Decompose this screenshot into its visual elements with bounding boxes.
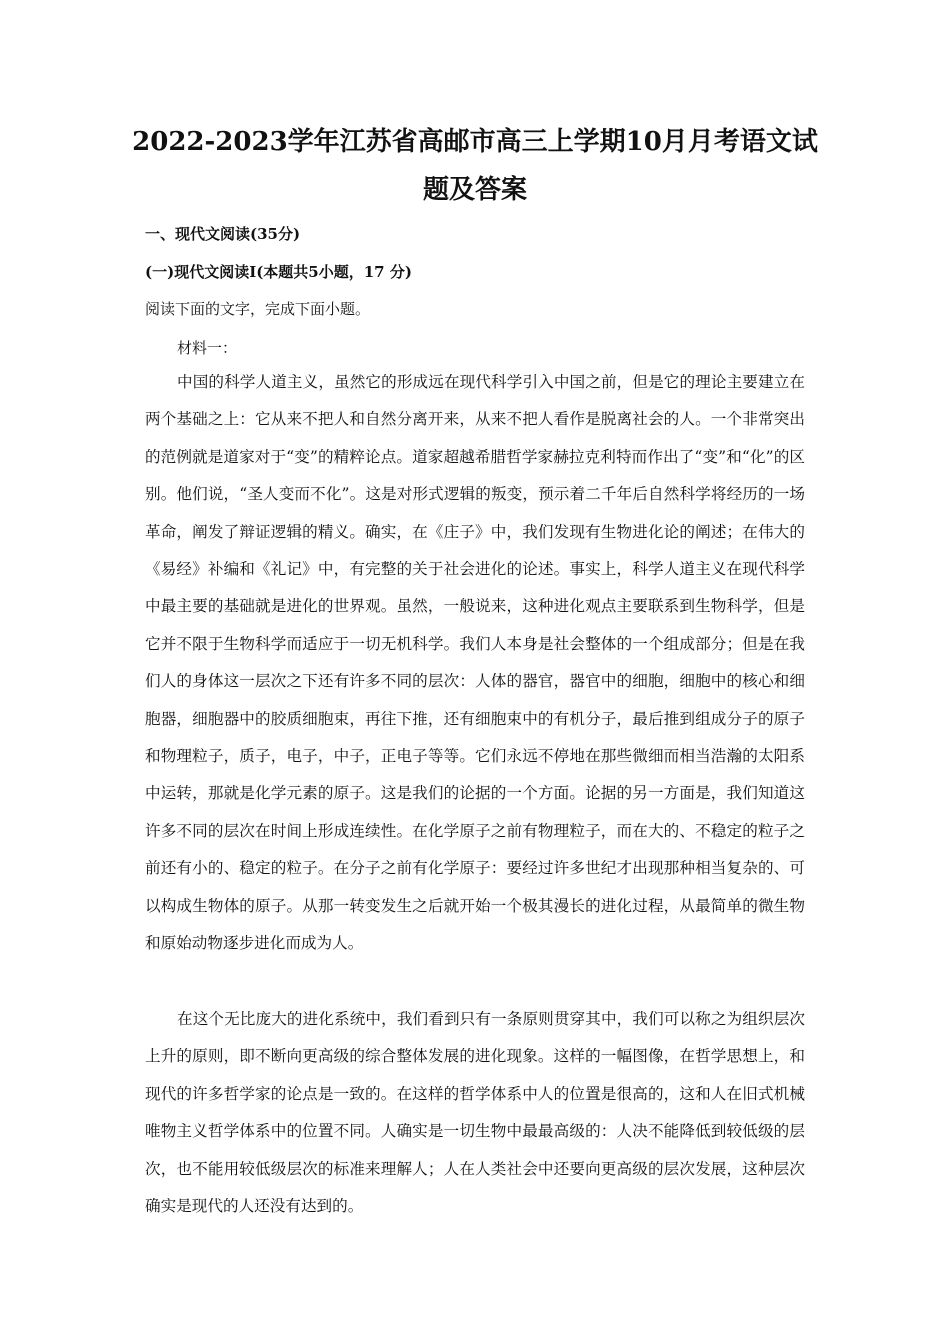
paragraph-1: 中国的科学人道主义，虽然它的形成远在现代科学引入中国之前，但是它的理论主要建立在两个基础之上：它从来不把人和自然分离开来，从来不把人看作是脱离社会的人。一个非常突出的范例就是道家对于“变”的精粹论点。道家超越希腊哲学家赫拉克利特而作出了“变”和“化”的区别。他们说，“圣人变而不化”。这是对形式逻辑的叛变，预示着二千年后自然科学将经历的一场革命，阐发了辩证逻辑的精义。确实，在《庄子》中，我们发现有生物进化论的阐述；在伟大的《易经》补编和《礼记》中，有完整的关于社会进化的论述。事实上，科学人道主义在现代科学中最主要的基础就是进化的世界观。虽然，一般说来，这种进化观点主要联系到生物科学，但是它并不限于生物科学而适应于一切无机科学。我们人本身是社会整体的一个组成部分；但是在我们人的身体这一层次之下还有许多不同的层次：人体的器官，器官中的细胞，细胞中的核心和细胞器，细胞器中的胶质细胞束，再往下推，还有细胞束中的有机分子，最后推到组成分子的原子和物理粒子，质子，电子，中子，正电子等等。它们永远不停地在那些微细而相当浩瀚的太阳系中运转，那就是化学元素的原子。这是我们的论据的一个方面。论据的另一方面是，我们知道这许多不同的层次在时间上形成连续性。在化学原子之前有物理粒子，而在大的、不稳定的粒子之前还有小的、稳定的粒子。在分子之前有化学原子：要经过许多世纪才出现那种相当复杂的、可以构成生物体的原子。从那一转变发生之后就开始一个极其漫长的进化过程，从最简单的微生物和原始动物逐步进化而成为人。 <box>145 373 805 953</box>
subsection-heading: (一)现代文阅读Ⅰ(本题共5小题，17 分) <box>145 263 412 281</box>
reading-instruction: 阅读下面的文字，完成下面小题。 <box>145 300 371 318</box>
document-title: 2022-2023学年江苏省高邮市高三上学期10月月考语文试题及答案 <box>132 127 818 205</box>
material-label: 材料一： <box>177 339 238 357</box>
paragraph-2: 在这个无比庞大的进化系统中，我们看到只有一条原则贯穿其中，我们可以称之为组织层次上升的原则，即不断向更高级的综合整体发展的进化现象。这样的一幅图像，在哲学思想上，和现代的许多哲学家的论点是一致的。在这样的哲学体系中人的位置是很高的，这和人在旧式机械唯物主义哲学体系中的位置不同。人确实是一切生物中最最高级的：人决不能降低到较低级的层次，也不能用较低级层次的标准来理解人；人在人类社会中还要向更高级的层次发展，这种层次确实是现代的人还没有达到的。 <box>145 1010 805 1216</box>
section-heading: 一、现代文阅读(35分) <box>145 225 301 243</box>
